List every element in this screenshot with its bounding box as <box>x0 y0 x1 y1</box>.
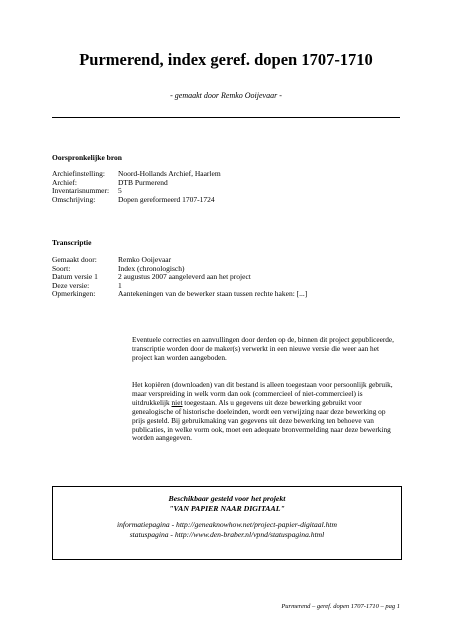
project-info-box <box>52 486 402 560</box>
row-label: Inventarisnummer: <box>52 186 110 196</box>
row-value: 1 <box>118 280 122 290</box>
row-value: 2 augustus 2007 aangeleverd aan het project <box>118 272 251 282</box>
page-title: Purmerend, index geref. dopen 1707-1710 <box>79 50 373 69</box>
copyright-text-after: toegestaan. Als u gegevens uit deze bewerking gebruikt voor genealogische of historische doeleinden, wordt een verwijzing naar deze bewerking op prijs gesteld. Bij gebruikmaking van gegevens uit deze bewerking ten behoeve van publicaties, in welke vorm ook, moet een adequate bronvermelding naar deze bewerking worden aangegeven. <box>132 397 391 443</box>
row-label: Deze versie: <box>52 280 90 290</box>
page-subtitle: - gemaakt door Remko Ooijevaar - <box>170 91 282 100</box>
transcription-heading: Transcriptie <box>52 238 92 247</box>
row-label: Opmerkingen: <box>52 289 96 299</box>
row-label: Gemaakt door: <box>52 255 97 264</box>
table-row <box>52 196 392 205</box>
page-footer: Purmerend – geref. dopen 1707-1710 – pag 1 <box>281 603 400 610</box>
corrections-paragraph: Eventuele correcties en aanvullingen door derden op de, binnen dit project gepubliceerde, transcriptie worden door de maker(s) verwerkt in een nieuwe versie die weer aan het project kan worden aangeboden. <box>132 335 394 362</box>
table-row <box>52 187 392 196</box>
table-row <box>52 273 392 282</box>
row-label: Soort: <box>52 263 71 273</box>
row-value: Aantekeningen van de bewerker staan tussen rechte haken: [...] <box>118 289 308 299</box>
table-row <box>52 256 392 265</box>
transcription-table <box>52 256 392 299</box>
source-table <box>52 170 392 204</box>
row-value: 5 <box>118 186 122 196</box>
row-value: Noord-Hollands Archief, Haarlem <box>118 169 221 178</box>
row-value: Dopen gereformeerd 1707-1724 <box>118 194 215 204</box>
table-row <box>52 290 392 299</box>
copyright-paragraph <box>132 381 400 443</box>
row-label: Datum versie 1 <box>52 272 98 282</box>
row-value: DTB Purmerend <box>118 177 168 187</box>
row-label: Archief: <box>52 177 77 187</box>
status-page-link[interactable]: statuspagina - http://www.den-braber.nl/vpnd/statuspagina.html <box>129 530 325 539</box>
copyright-emphasis: niet <box>171 397 183 407</box>
horizontal-rule <box>52 117 400 118</box>
project-box-name: "VAN PAPIER NAAR DIGITAAL" <box>169 504 285 513</box>
table-row <box>52 170 392 179</box>
source-heading: Oorspronkelijke bron <box>52 153 122 162</box>
row-label: Archiefinstelling: <box>52 169 105 178</box>
row-value: Index (chronologisch) <box>118 263 185 273</box>
copyright-text-before: Het kopiëren (downloaden) van dit bestand is alleen toegestaan voor persoonlijk gebruik, maar verspreiding in welk vorm dan ook (commercieel of niet-commercieel) is uitdrukkelijk <box>132 380 393 407</box>
row-value: Remko Ooijevaar <box>118 255 172 264</box>
info-page-link[interactable]: informatiepagina - http://geneaknowhow.net/project-papier-digitaal.htm <box>116 520 338 529</box>
project-box-title: Beschikbaar gesteld voor het projekt <box>168 494 286 503</box>
row-label: Omschrijving: <box>52 194 96 204</box>
